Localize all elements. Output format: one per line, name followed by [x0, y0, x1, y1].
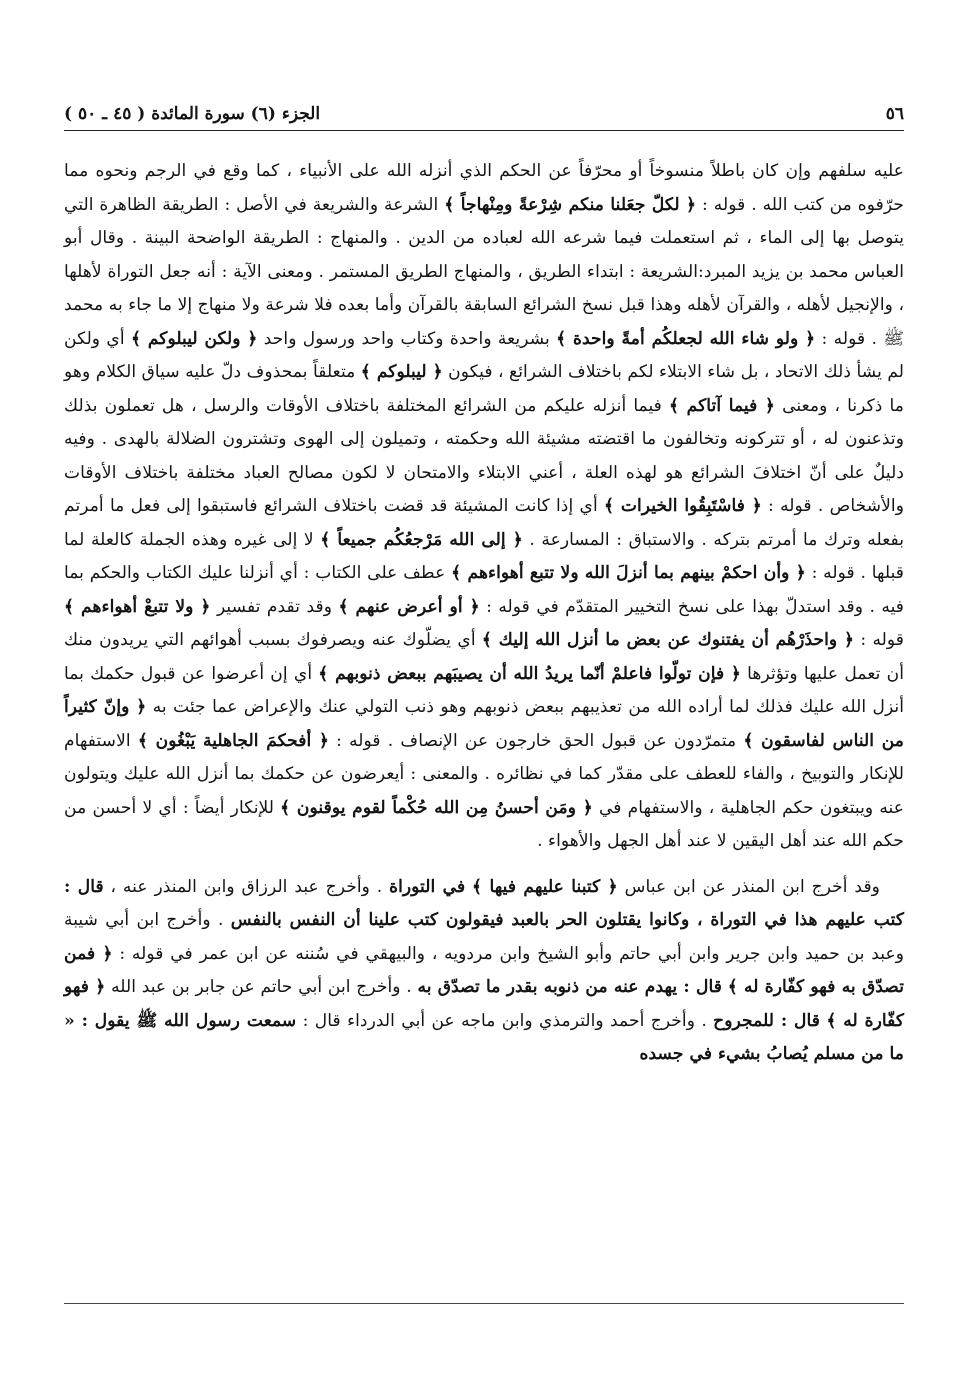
narration-bold: قال : للمجروح: [713, 1010, 820, 1031]
quran-quote: ﴿ فمن تصدّق به فهو كفّارة له ﴾: [64, 943, 904, 997]
text-segment: للإنكار أيضاً : أي لا أحسن من حكم الله عند أهل اليقين لا عند أهل الجهل والأهواء .: [64, 797, 904, 851]
quran-quote: ﴿ واحذَرْهُم أن يفتنوك عن بعض ما أنزل الله إليك ﴾: [481, 630, 855, 650]
text-segment: [465, 877, 472, 897]
page: [64, 92, 904, 1362]
text-segment: أي ولكن لم يشأ ذلك الاتحاد ، بل شاء الابتلاء لكم باختلاف الشرائع ، فيكون: [64, 328, 904, 382]
text-segment: . وأخرج أحمد والترمذي وابن ماجه عن أبي الدرداء قال :: [296, 1010, 714, 1031]
text-segment: عليه سلفهم وإن كان باطلاً منسوخاً أو محرّفاً عن الحكم الذي أنزله الله على الأنبياء ، كما وقع في الرجم ونحوه مما حرّفوه من كتب الله . قوله :: [64, 161, 904, 215]
text-segment: بشريعة واحدة وكتاب واحد ورسول واحد: [257, 328, 557, 349]
quran-quote: ﴿ وأن احكمْ بينهم بما أنزلَ الله ولا تتبع أهواءهم ﴾: [451, 563, 806, 583]
running-title: الجزء (٦) سورة المائدة ( ٤٥ ـ ٥٠ ): [64, 104, 321, 124]
quran-quote: ﴿ فيما آتاكم ﴾: [669, 395, 775, 416]
text-segment: . وأخرج عبد الرزاق وابن المنذر عنه ،: [103, 876, 390, 897]
quran-quote: ﴿ أو أعرض عنهم ﴾: [338, 596, 480, 617]
bottom-rule: [64, 1303, 904, 1304]
text-segment: وقد أخرج ابن المنذر عن ابن عباس: [617, 876, 880, 897]
text-segment: أي إذا كانت المشيئة قد قضت باختلاف الشرائع فاستبقوا إلى فعل ما أمرتم بفعله وترك ما أمرتم بتركه . والاستباق : المسارعة .: [64, 496, 904, 550]
hadith-quote: سمعت رسول الله ﷺ يقول : « ما من مسلم يُصابُ بشيء في جسده: [64, 1010, 904, 1064]
text-segment: قوله :: [854, 630, 905, 650]
quran-quote: ﴿ كتبنا عليهم فيها ﴾: [472, 876, 618, 897]
quran-quote: ﴿ فهو كفّارة له ﴾: [64, 977, 904, 1031]
text-segment: فيما أنزله عليكم من الشرائع المختلفة باختلاف الأوقات والرسل ، هل تعملون بذلك وتذعنون له ، أو تتركونه وتخالفون ما اقتضته مشيئة الله وحكمته ، وتميلون إلى الهوى وتشترون الضلالة بالهدى . وفيه دليلٌ على أنّ اختلافَ الشرائع هو لهذه العلة ، أعني الابتلاء والامتحان لا لكون مصالح العباد مختلفة باختلاف الأوقات والأشخاص . قوله :: [64, 395, 905, 516]
text-segment: . وأخرج ابن أبي شيبة وعبد بن حميد وابن جرير وابن أبي حاتم وأبو الشيخ وابن مردويه ، والبيهقي في سُننه عن ابن عمر في قوله :: [64, 910, 905, 964]
body-text: [64, 155, 904, 1072]
quran-quote: ﴿ ومَن أحسنُ مِن الله حُكْماً لقوم يوقنون ﴾: [280, 797, 593, 818]
text-segment: الشرعة والشريعة في الأصل : الطريقة الظاهرة التي يتوصل بها إلى الماء ، ثم استعملت فيما شرعه الله لعباده من الدين . والمنهاج : الطريقة الواضحة البينة . وقال أبو العباس محمد بن يزيد المبرد:الشريعة : ابتداء الطريق ، والمنهاج الطريق المستمر . ومعنى الآية : أنه جعل التوراة لأهلها ، والإنجيل لأهله ، والقرآن لأهله وهذا قبل نسخ الشرائع السابقة بالقرآن وأما بعده فلا شرعة ولا منهاج إلا ما جاء به محمد ﷺ . قوله :: [64, 194, 905, 349]
text-segment: وقد تقدم تفسير: [210, 596, 339, 617]
text-segment: أي إن أعرضوا عن قبول حكمك بما أنزل الله عليك فذلك لما أراده الله من تعذيبهم ببعض ذنوبهم وهو ذنب التولي عنك والإعراض عما جئت به: [64, 663, 904, 717]
quran-quote: ﴿ لكلّ جعَلنا منكم شِرْعةً ومِنْهاجاً ﴾: [444, 194, 697, 215]
commentary-paragraph: [64, 155, 904, 859]
quran-quote: ﴿ ليبلوكم ﴾: [360, 362, 443, 382]
narration-bold: قال : كتب عليهم هذا في التوراة ، وكانوا يقتلون الحر بالعبد فيقولون كتب علينا أن النفس بالنفس: [64, 876, 904, 930]
narration-bold: قال : يهدم عنه من ذنوبه بقدر ما تصدّق به: [417, 977, 722, 997]
quran-quote: ﴿ ولكن ليبلوكم ﴾: [130, 328, 258, 349]
quran-quote: ﴿ فإن تولّوا فاعلمْ أنّما يريدُ الله أن يصيبَهم ببعض ذنوبهم ﴾: [318, 663, 741, 684]
quran-quote: ﴿ إلى الله مَرْجعُكُم جميعاً ﴾: [320, 529, 523, 550]
quran-quote: ﴿ أفحكمَ الجاهلية يَبْغُون ﴾: [137, 730, 329, 751]
narrations-paragraph: [64, 871, 904, 1072]
text-segment: . وأخرج ابن أبي حاتم عن جابر بن عبد الله: [105, 977, 418, 997]
quran-quote: ﴿ ولو شاء الله لجعلكُم أمةً واحدة ﴾: [556, 328, 816, 349]
text-segment: عطف على الكتاب : أي أنزلنا عليك الكتاب والحكم بما فيه . وقد استدلّ بهذا على نسخ التخيير المتقدّم في قوله :: [64, 563, 905, 617]
quran-quote: ﴿ فاسْتَبِقُوا الخيرات ﴾: [603, 496, 762, 516]
quran-quote: ﴿ ولا تتبعْ أهواءهم ﴾: [64, 596, 211, 617]
text-segment: أي يضلّوك عنه ويصرفوك بسبب أهوائهم التي يريدون منك أن تعمل عليها وتؤثرها: [64, 630, 904, 684]
text-segment: متمرّدون عن قبول الحق خارجون عن الإنصاف . قوله :: [328, 730, 744, 751]
text-segment: متعلقاً بمحذوف دلّ عليه سياق الكلام وهو ما ذكرنا ، ومعنى: [64, 362, 905, 416]
text-segment: لا إلى غيره وهذه الجملة كالعلة لما قبلها . قوله :: [64, 529, 904, 583]
quran-quote: ﴿ وإنّ كثيراً من الناس لفاسقون ﴾: [64, 697, 904, 751]
page-header: [64, 92, 904, 131]
narration-bold: في التوراة: [389, 876, 466, 897]
page-number: ٥٦: [885, 104, 904, 124]
text-segment: الاستفهام للإنكار والتوبيخ ، والفاء للعطف على مقدّر كما في نظائره . والمعنى : أيعرضون عن حكمك بما أنزل الله عليك ويتولون عنه ويبتغون حكم الجاهلية ، والاستفهام في: [64, 730, 904, 818]
